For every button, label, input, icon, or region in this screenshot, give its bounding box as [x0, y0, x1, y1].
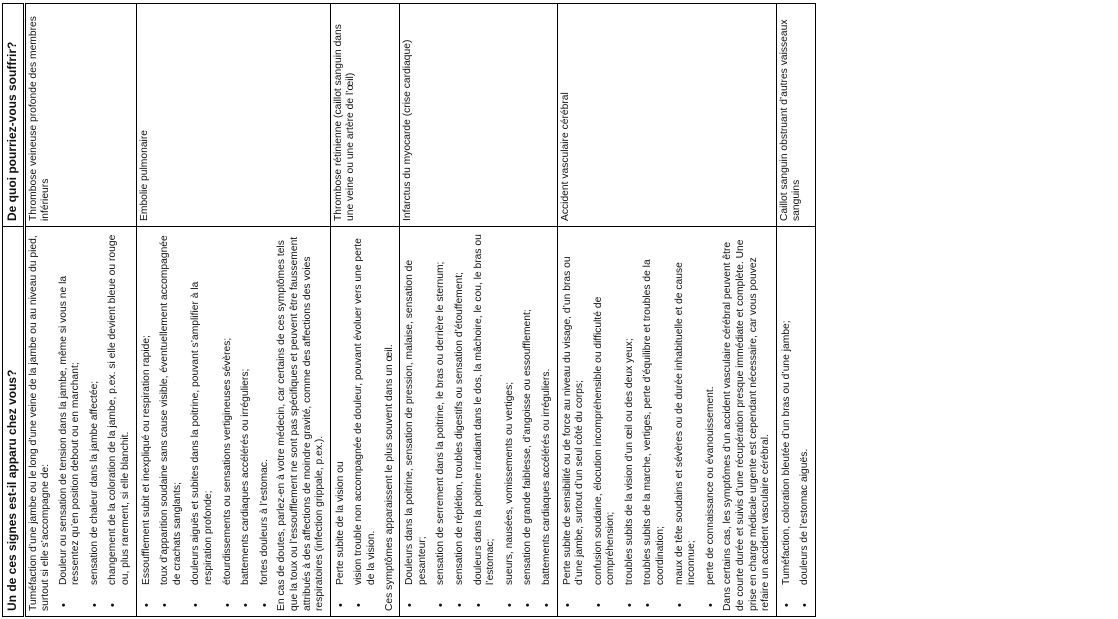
symptom-item: • fortes douleurs à l’estomac.: [259, 232, 272, 585]
table-row: [136, 4, 330, 617]
symptom-item: • perte de connaissance ou évanouissement.: [705, 232, 718, 585]
symptom-item: • troubles subits de la marche, vertiges, perte d’équilibre et troubles de la coordination;: [642, 232, 667, 585]
symptom-item: • maux de tête soudains et sévères ou de durée inhabituelle et de cause inconnue;: [674, 232, 699, 585]
symptom-list: [562, 232, 718, 611]
symptom-item: • sensation de serrement dans la poitrine, le bras ou derrière le sternum;: [435, 232, 448, 585]
symptom-list: [58, 232, 133, 611]
symptom-paragraph: En cas de doutes, parlez-en à votre médecin, car certains de ces symptômes tels que la toux ou l’essoufflement ne sont pas spécifiques et peuvent être faussement attribués à des affections de moindre gravité, comme des affections des voies respiratoires (infection grippale, p.ex.).: [276, 236, 326, 611]
table-body: [24, 4, 816, 617]
condition-cell: Infarctus du myocarde (crise cardiaque): [400, 4, 557, 227]
condition-cell: Thrombose veineuse profonde des membres inférieurs: [24, 4, 136, 227]
symptom-item: • étourdissements ou sensations vertigineuses sévères;: [222, 232, 235, 585]
symptom-item: • confusion soudaine, élocution incompréhensible ou difficulté de compréhension;: [593, 232, 618, 585]
symptom-item: • douleurs dans la poitrine irradiant dans le dos, la mâchoire, le cou, le bras ou l’estomac;: [473, 232, 498, 585]
symptom-item: • sueurs, nausées, vomissements ou vertiges;: [504, 232, 517, 585]
condition-header: De quoi pourriez-vous souffrir?: [3, 4, 25, 227]
symptom-list: [404, 232, 553, 611]
symptoms-cell: [330, 227, 399, 617]
symptom-item: • sensation de grande faiblesse, d’angoisse ou essoufflement;: [522, 232, 535, 585]
symptoms-cell: [557, 227, 776, 617]
symptoms-header: Un de ces signes est-il apparu chez vous?: [3, 227, 25, 617]
symptom-list: [141, 232, 272, 611]
symptom-paragraph: Ces symptômes apparaissent le plus souvent dans un œil.: [383, 344, 395, 611]
symptom-item: • toux d’apparition soudaine sans cause visible, éventuellement accompagnée de crachats sanglants;: [159, 232, 184, 585]
symptom-paragraph: Tuméfaction d’une jambe ou le long d’une veine de la jambe ou au niveau du pied, surtout si elle s’accompagne de:: [27, 235, 52, 611]
condition-cell: Thrombose rétinienne (caillot sanguin dans une veine ou une artère de l’œil): [330, 4, 399, 227]
symptom-table: [2, 3, 816, 617]
symptoms-cell: [24, 227, 136, 617]
symptom-item: • sensation de réplétion, troubles digestifs ou sensation d’étouffement;: [454, 232, 467, 585]
symptom-item: • douleurs de l’estomac aiguës.: [799, 232, 812, 585]
symptoms-cell: [136, 227, 330, 617]
symptom-item: • Tuméfaction, coloration bleutée d’un bras ou d’une jambe;: [781, 232, 794, 585]
symptoms-cell: [400, 227, 557, 617]
symptom-list: [335, 232, 379, 611]
symptom-paragraph: Dans certains cas, les symptômes d’un accident vasculaire cérébral peuvent être de courte durée et suivis d’une récupération presque immédiate et complète. Une prise en charge médicale urgente est cependant nécessaire, car vous pouvez refaire un accident vasculaire cérébral.: [722, 239, 772, 611]
table-row: [330, 4, 399, 617]
symptom-item: • Perte subite de la vision ou: [335, 232, 348, 585]
symptom-item: • Douleur ou sensation de tension dans la jambe, même si vous ne la ressentez qu’en position debout ou en marchant;: [58, 232, 83, 585]
symptom-item: • Douleurs dans la poitrine, sensation de pression, malaise, sensation de pesanteur;: [404, 232, 429, 585]
symptom-item: • douleurs aiguës et subites dans la poitrine, pouvant s’amplifier à la respiration profonde;: [190, 232, 215, 585]
table-row: [400, 4, 557, 617]
symptom-item: • sensation de chaleur dans la jambe affectée;: [89, 232, 102, 585]
symptom-item: • Perte subite de sensibilité ou de force au niveau du visage, d’un bras ou d’une jambe, surtout d’un seul côté du corps;: [562, 232, 587, 585]
table-row: [557, 4, 776, 617]
symptom-item: • battements cardiaques accélérés ou irréguliers;: [240, 232, 253, 585]
condition-cell: Embolie pulmonaire: [136, 4, 330, 227]
symptom-item: • changement de la coloration de la jambe, p.ex. si elle devient bleue ou rouge ou, plus rarement, si elle blanchit.: [107, 232, 132, 585]
symptom-item: • battements cardiaques accélérés ou irréguliers.: [541, 232, 554, 585]
table-row: [776, 4, 815, 617]
symptom-item: • Essoufflement subit et inexpliqué ou respiration rapide;: [141, 232, 154, 585]
table-row: [24, 4, 136, 617]
condition-cell: Accident vasculaire cérébral: [557, 4, 776, 227]
symptoms-cell: [776, 227, 815, 617]
header-row: [3, 4, 25, 617]
symptom-item: • troubles subits de la vision d’un œil ou des deux yeux;: [624, 232, 637, 585]
condition-cell: Caillot sanguin obstruant d’autres vaisseaux sanguins: [776, 4, 815, 227]
symptom-item: • vision trouble non accompagnée de douleur, pouvant évoluer vers une perte de la vision.: [353, 232, 378, 585]
symptom-list: [781, 232, 812, 611]
